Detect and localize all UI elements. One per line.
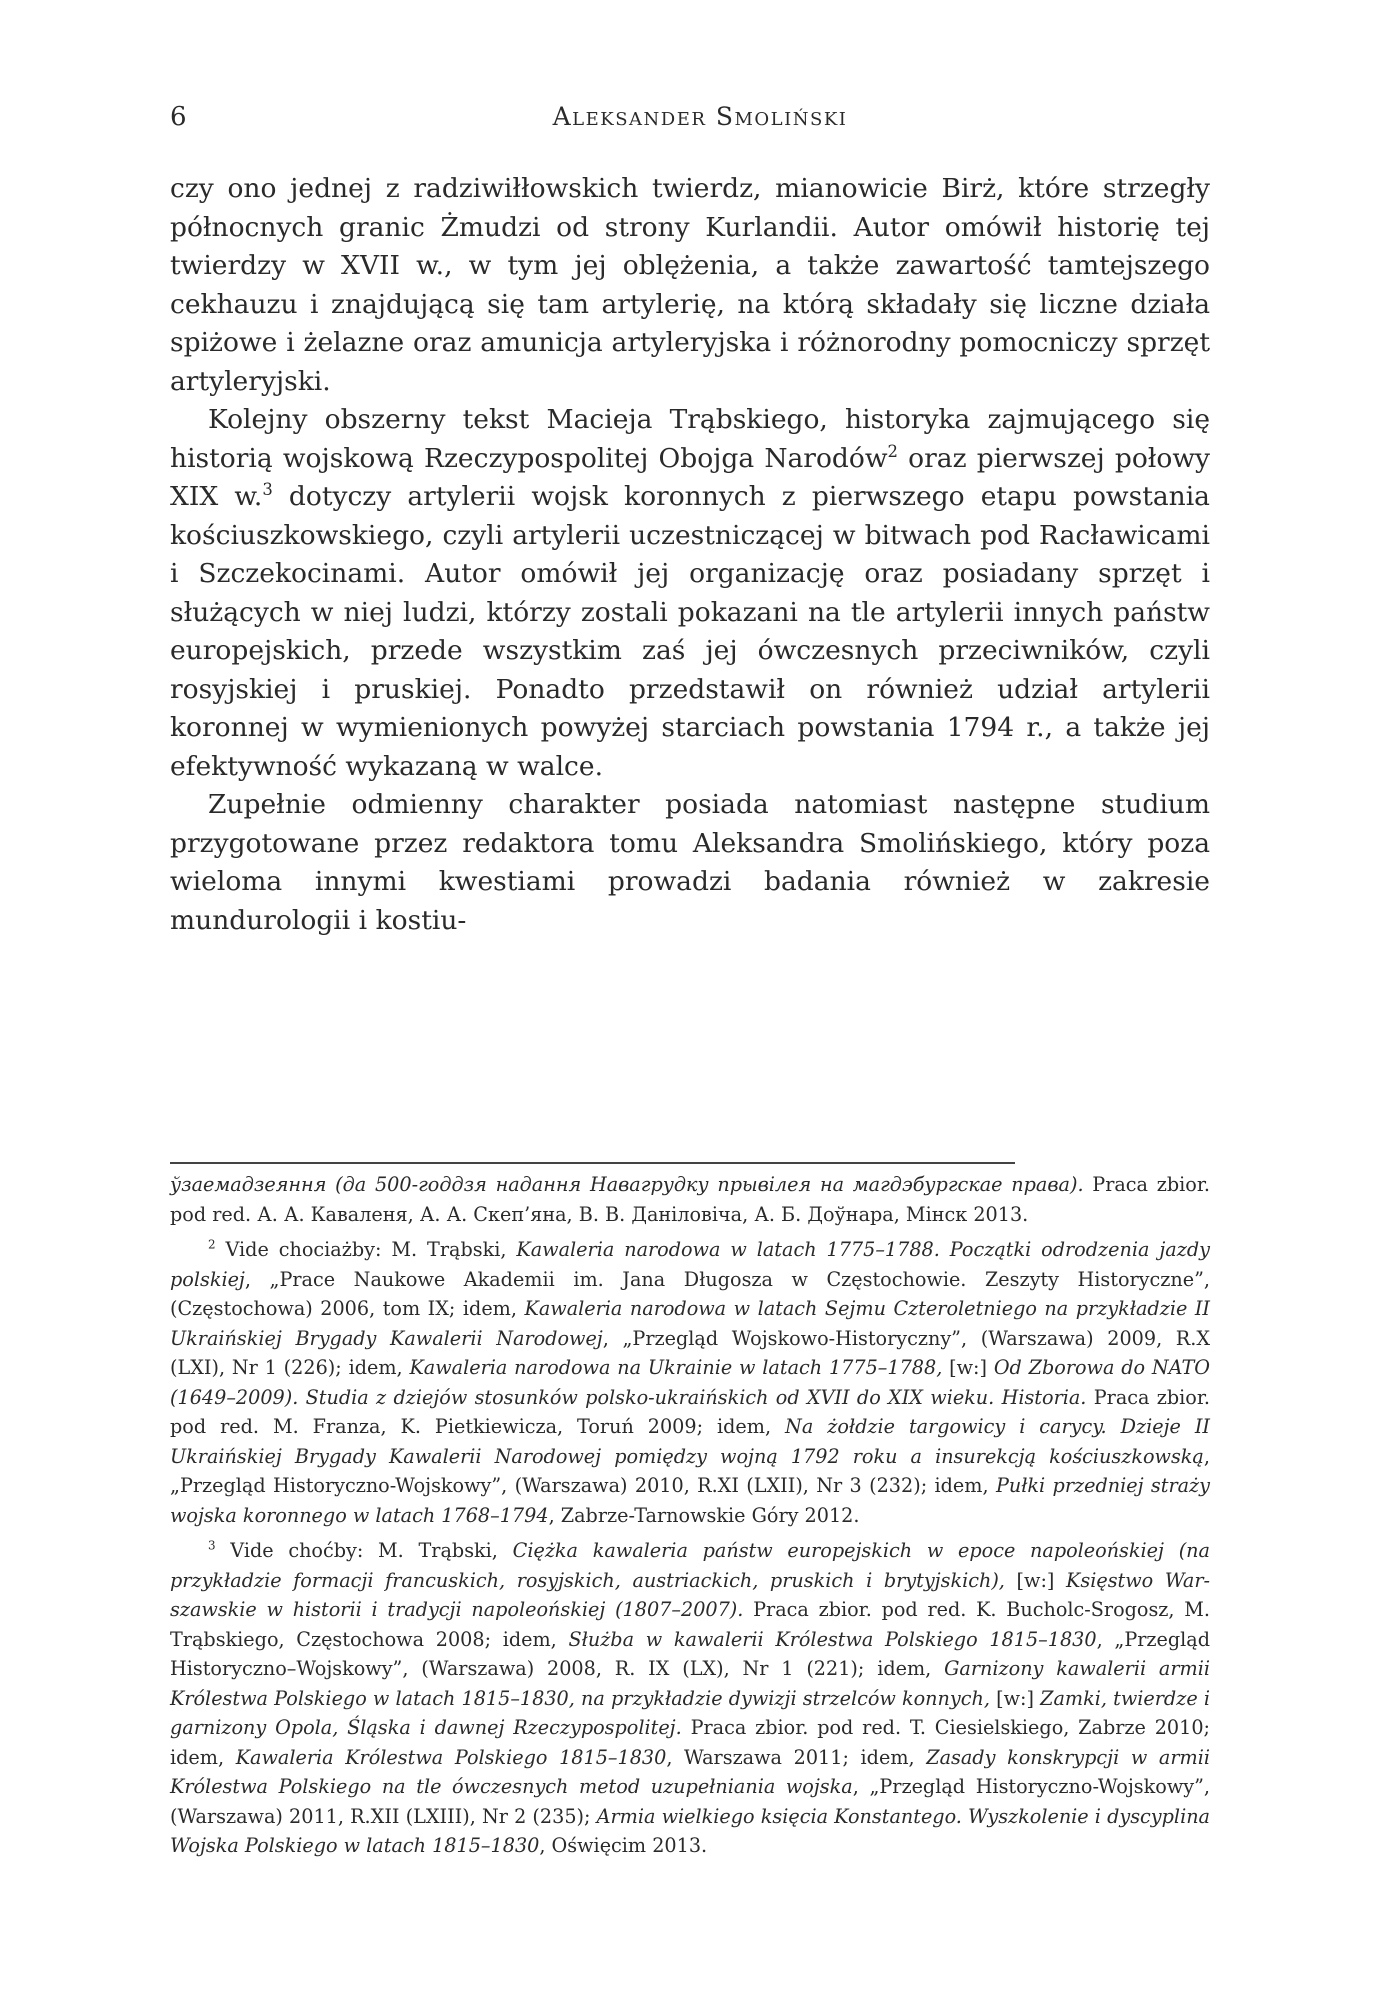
footnote-ref-2: 2 xyxy=(887,441,898,461)
footnote-3-text: Praca zbior. pod red. K. Bucholc-Srogosz, M. Trąbskiego, Częstochowa 2008; idem, xyxy=(170,1598,1210,1651)
footnote-3-number: 3 xyxy=(208,1538,216,1553)
footnote-2-title: Pułki przedniej straży wojska koronnego w latach 1768–1794 xyxy=(170,1474,1210,1527)
paragraph-2-text-a: Kolejny obszerny tekst Macieja Trąbskiego, historyka zajmującego się historią wojskową Rzeczypospolitej Obojga Narodów xyxy=(170,404,1210,474)
footnote-2-text: , Zabrze-Tarnowskie Góry 2012. xyxy=(548,1503,860,1527)
paragraph-1: czy ono jednej z radziwiłłowskich twierdz, mianowicie Birż, które strzegły północnych granic Żmudzi od strony Kurlandii. Autor omówił historię tej twierdzy w XVII w., w tym jej oblężenia, a także zawartość tamtejszego cekhauzu i znajdującą się tam artylerię, na którą składały się liczne działa spiżowe i żelazne oraz amunicja artyleryjska i różnorodny pomocniczy sprzęt artyleryjski. xyxy=(170,173,1210,397)
body-text xyxy=(170,170,1210,940)
footnote-2-text: Vide chociażby: M. Trąbski, xyxy=(215,1238,517,1261)
footnote-2 xyxy=(170,1235,1210,1530)
footnote-2-title: Kawaleria narodowa na Ukrainie w latach 1775–1788, xyxy=(409,1356,943,1379)
footnote-3-text: [w:] xyxy=(1004,1568,1067,1592)
footnote-1-text: Praca zbior. pod red. А. А. Каваленя, А. А. Скеп’яна, В. В. Даніловіча, А. Б. Доўнара, Мінск 2013. xyxy=(170,1173,1210,1226)
footnote-3-title: Zamki, twierdze i garnizony Opola, Śląska i dawnej Rzeczypospolitej. xyxy=(170,1686,1210,1739)
footnote-separator xyxy=(170,1162,1015,1164)
paragraph-3: Zupełnie odmienny charakter posiada natomiast następne studium przygotowane przez redaktora tomu Aleksandra Smolińskiego, który poza wieloma innymi kwestiami prowadzi badania również w zakresie mundurologii i kostiu- xyxy=(170,789,1210,936)
footnote-3-title: Zasady konskrypcji w armii Królestwa Polskiego na tle ówczesnych metod uzupełniania wojska xyxy=(170,1745,1210,1798)
footnote-2-title: Kawaleria narodowa w latach 1775–1788. Początki odrodzenia jazdy polskiej xyxy=(170,1238,1210,1291)
footnote-3-text: , „Przegląd Historyczno–Wojskowy”, (Warszawa) 2008, R. IX (LX), Nr 1 (221); idem, xyxy=(170,1627,1211,1680)
footnote-1-italic: ўзаемадзеяння (да 500-годдзя надання Навагрудку прывілея на магдэбургскае права). xyxy=(170,1173,1084,1196)
footnote-3-title: Ciężka kawaleria państw europejskich w epoce napoleońskiej (na przykładzie formacji francuskich, rosyjskich, austriackich, pruskich i brytyjskich), xyxy=(170,1539,1210,1592)
footnote-3-title: Kawaleria Królestwa Polskiego 1815–1830 xyxy=(235,1745,667,1769)
footnote-3-text: [w:] xyxy=(989,1686,1041,1710)
paragraph-2-text-c: dotyczy artylerii wojsk koronnych z pierwszego etapu powstania kościuszkowskiego, czyli artylerii uczestniczącej w bitwach pod Racławicami i Szczekocinami. Autor omówił jej organizację oraz posiadany sprzęt i służących w niej ludzi, którzy zostali pokazani na tle artylerii innych państw europejskich, przede wszystkim zaś jej ówczesnych przeciwników, czyli rosyjskiej i pruskiej. Ponadto przedstawił on również udział artylerii koronnej w wymienionych powyżej starciach powstania 1794 r., a także jej efektywność wykazaną w walce. xyxy=(170,481,1210,782)
footnote-3-title: Księstwo Warszawskie w historii i tradycji napoleońskiej (1807–2007). xyxy=(170,1568,1210,1621)
footnote-3-title: Służba w kawalerii Królestwa Polskiego 1815–1830 xyxy=(568,1627,1097,1651)
footnote-3-text: , Warszawa 2011; idem, xyxy=(666,1745,927,1769)
footnote-2-text: , „Przegląd Wojskowo-Historyczny”, (Warszawa) 2009, R.X (LXI), Nr 1 (226); idem, xyxy=(170,1326,1210,1379)
footnote-2-title: Na żołdzie targowicy i carycy. Dzieje II Ukraińskiej Brygady Kawalerii Narodowej pomiędzy wojną 1792 roku a insurekcją kościuszkowską xyxy=(170,1415,1210,1468)
footnote-2-text: , „Prace Naukowe Akademii im. Jana Długosza w Częstochowie. Zeszyty Historyczne”, (Częstochowa) 2006, tom IX; idem, xyxy=(170,1267,1210,1320)
page-number: 6 xyxy=(170,102,187,132)
paragraph-2-text-b: oraz pierwszej połowy XIX w. xyxy=(170,442,1210,512)
footnote-1-continuation xyxy=(170,1170,1210,1229)
footnote-3-title: Armia wielkiego księcia Konstantego. Wyszkolenie i dyscyplina Wojska Polskiego w latach 1815–1830 xyxy=(170,1804,1210,1857)
footnote-2-title: Kawaleria narodowa w latach Sejmu Czteroletniego na przykładzie II Ukraińskiej Brygady Kawalerii Narodowej xyxy=(170,1297,1210,1350)
footnote-ref-3: 3 xyxy=(262,480,273,500)
footnote-3-text: , „Przegląd Historyczno-Wojskowy”, (Warszawa) 2011, R.XII (LXIII), Nr 2 (235); xyxy=(170,1775,1211,1828)
footnote-3 xyxy=(170,1536,1210,1861)
paragraph-2 xyxy=(170,401,1210,786)
footnote-2-text: , „Przegląd Historyczno-Wojskowy”, (Warszawa) 2010, R.XI (LXII), Nr 3 (232); idem, xyxy=(170,1444,1210,1497)
footnote-3-text: Praca zbior. pod red. T. Ciesielskiego, Zabrze 2010; idem, xyxy=(170,1716,1210,1769)
footnote-3-title: Garnizony kawalerii armii Królestwa Polskiego w latach 1815–1830, na przykładzie dywizji strzelców konnych, xyxy=(170,1657,1210,1710)
footnote-3-text: Vide choćby: M. Trąbski, xyxy=(215,1539,513,1562)
footnote-2-number: 2 xyxy=(208,1237,216,1252)
footnote-3-text: , Oświęcim 2013. xyxy=(539,1834,708,1857)
running-head: Aleksander Smoliński xyxy=(552,102,848,131)
footnote-2-title: Od Zborowa do NATO (1649–2009). Studia z dziejów stosunków polsko-ukraińskich od XVII do XIX wieku. Historia. xyxy=(170,1356,1211,1409)
footnote-2-text: Praca zbior. pod red. M. Franza, K. Pietkiewicza, Toruń 2009; idem, xyxy=(170,1385,1211,1438)
footnote-2-text: [w:] xyxy=(942,1356,994,1379)
footnotes xyxy=(170,1170,1210,1867)
